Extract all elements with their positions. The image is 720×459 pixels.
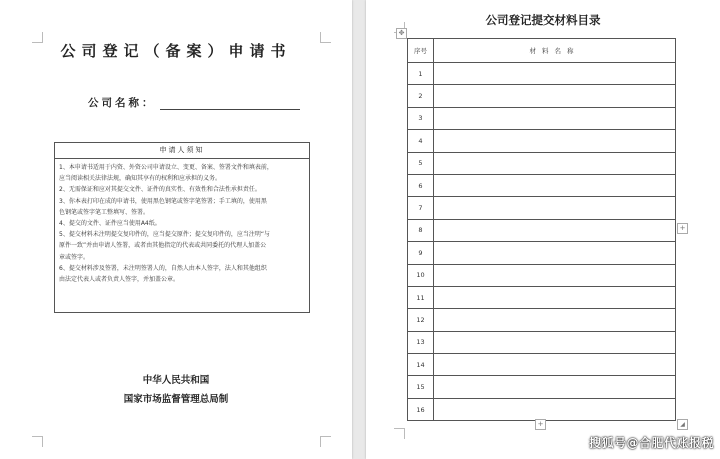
row-material-name-cell[interactable] (434, 331, 676, 353)
row-serial-no: 10 (408, 264, 434, 286)
notice-items (55, 159, 309, 285)
row-material-name-cell[interactable] (434, 286, 676, 308)
table-row (408, 152, 676, 174)
notice-item: 由法定代表人或者负责人签字，并加盖公章。 (59, 276, 180, 284)
table-row (408, 331, 676, 353)
notice-item: 6、提交材料涉及签署，未注明签署人的，自然人由本人签字，法人和其他组织 (59, 264, 267, 272)
table-row (408, 286, 676, 308)
row-serial-no: 14 (408, 354, 434, 376)
table-move-handle-icon[interactable]: ✥ (396, 28, 407, 39)
row-material-name-cell[interactable] (434, 85, 676, 107)
issuer-country: 中华人民共和国 (142, 375, 210, 386)
notice-item: 章或签字。 (59, 253, 90, 261)
table-row (408, 107, 676, 129)
notice-item: 5、提交材料未注明提交复印件的，应当提交原件；提交复印件的，应当注明“与 (59, 231, 270, 239)
row-serial-no: 2 (408, 85, 434, 107)
row-serial-no: 9 (408, 242, 434, 264)
margin-corner-bottom-left (32, 436, 43, 447)
notice-item: 原件一致”并由申请人签署，或者由其他指定的代表或共同委托的代理人加盖公 (59, 242, 267, 250)
row-material-name-cell[interactable] (434, 376, 676, 398)
company-name-label: 公司名称： (88, 97, 156, 109)
table-row (408, 309, 676, 331)
watermark-text: 搜狐号@合肥代账报税 (588, 436, 714, 450)
issuer-agency: 国家市场监督管理总局制 (123, 394, 229, 405)
row-material-name-cell[interactable] (434, 174, 676, 196)
notice-item: 2、无需保证和应对其提交文件、证件的真实性、有效性和合法性承担责任。 (59, 186, 261, 194)
table-row (408, 219, 676, 241)
notice-item: 3、你本表打印在成的申请书，使用黑色钢笔或签字笔签署；手工填的，使用黑 (59, 197, 267, 205)
row-material-name-cell[interactable] (434, 130, 676, 152)
row-serial-no: 12 (408, 309, 434, 331)
row-material-name-cell[interactable] (434, 107, 676, 129)
table-row (408, 354, 676, 376)
header-material-name: 材料名称 (434, 39, 676, 63)
row-serial-no: 16 (408, 398, 434, 420)
row-material-name-cell[interactable] (434, 398, 676, 420)
form-title: 公司登记（备案）申请书 (60, 42, 292, 60)
margin-corner-bottom-left (394, 428, 405, 439)
row-serial-no: 15 (408, 376, 434, 398)
row-serial-no: 8 (408, 219, 434, 241)
add-row-handle-icon[interactable]: + (535, 419, 546, 430)
add-column-handle-icon[interactable]: + (677, 223, 688, 234)
row-serial-no: 7 (408, 197, 434, 219)
notice-item: 色钢笔或签字笔工整填写、签署。 (59, 208, 150, 216)
row-serial-no: 1 (408, 63, 434, 85)
table-row (408, 63, 676, 85)
table-resize-handle-icon[interactable]: ◢ (677, 419, 688, 430)
margin-corner-bottom-right (320, 436, 331, 447)
material-list-title: 公司登记提交材料目录 (485, 13, 601, 27)
row-serial-no: 13 (408, 331, 434, 353)
row-serial-no: 4 (408, 130, 434, 152)
table-header-row (408, 39, 676, 63)
row-material-name-cell[interactable] (434, 63, 676, 85)
row-material-name-cell[interactable] (434, 242, 676, 264)
materials-table (407, 38, 676, 421)
row-material-name-cell[interactable] (434, 197, 676, 219)
row-material-name-cell[interactable] (434, 264, 676, 286)
table-row (408, 174, 676, 196)
row-material-name-cell[interactable] (434, 354, 676, 376)
row-material-name-cell[interactable] (434, 152, 676, 174)
notice-title: 申请人须知 (55, 143, 309, 159)
company-name-field[interactable] (160, 97, 300, 110)
row-material-name-cell[interactable] (434, 219, 676, 241)
row-serial-no: 6 (408, 174, 434, 196)
header-serial-no: 序号 (408, 39, 434, 63)
table-row (408, 130, 676, 152)
table-row (408, 398, 676, 420)
material-list-page (366, 0, 720, 459)
table-row (408, 85, 676, 107)
notice-item: 应当阅读相关法律法规，确知其享有的权利和应承担的义务。 (59, 175, 222, 183)
notice-item: 1、本申请书适用于内资、外资公司申请设立、变更、备案、签署文件和填表前， (59, 164, 273, 171)
table-row (408, 264, 676, 286)
row-material-name-cell[interactable] (434, 309, 676, 331)
application-form-page (0, 0, 352, 459)
table-row (408, 376, 676, 398)
row-serial-no: 11 (408, 286, 434, 308)
notice-item: 4、提交的文件、证件应当使用A4纸。 (59, 220, 161, 228)
applicant-notice-box (54, 142, 310, 313)
row-serial-no: 5 (408, 152, 434, 174)
table-row (408, 242, 676, 264)
table-row (408, 197, 676, 219)
row-serial-no: 3 (408, 107, 434, 129)
company-name-row (88, 95, 300, 110)
